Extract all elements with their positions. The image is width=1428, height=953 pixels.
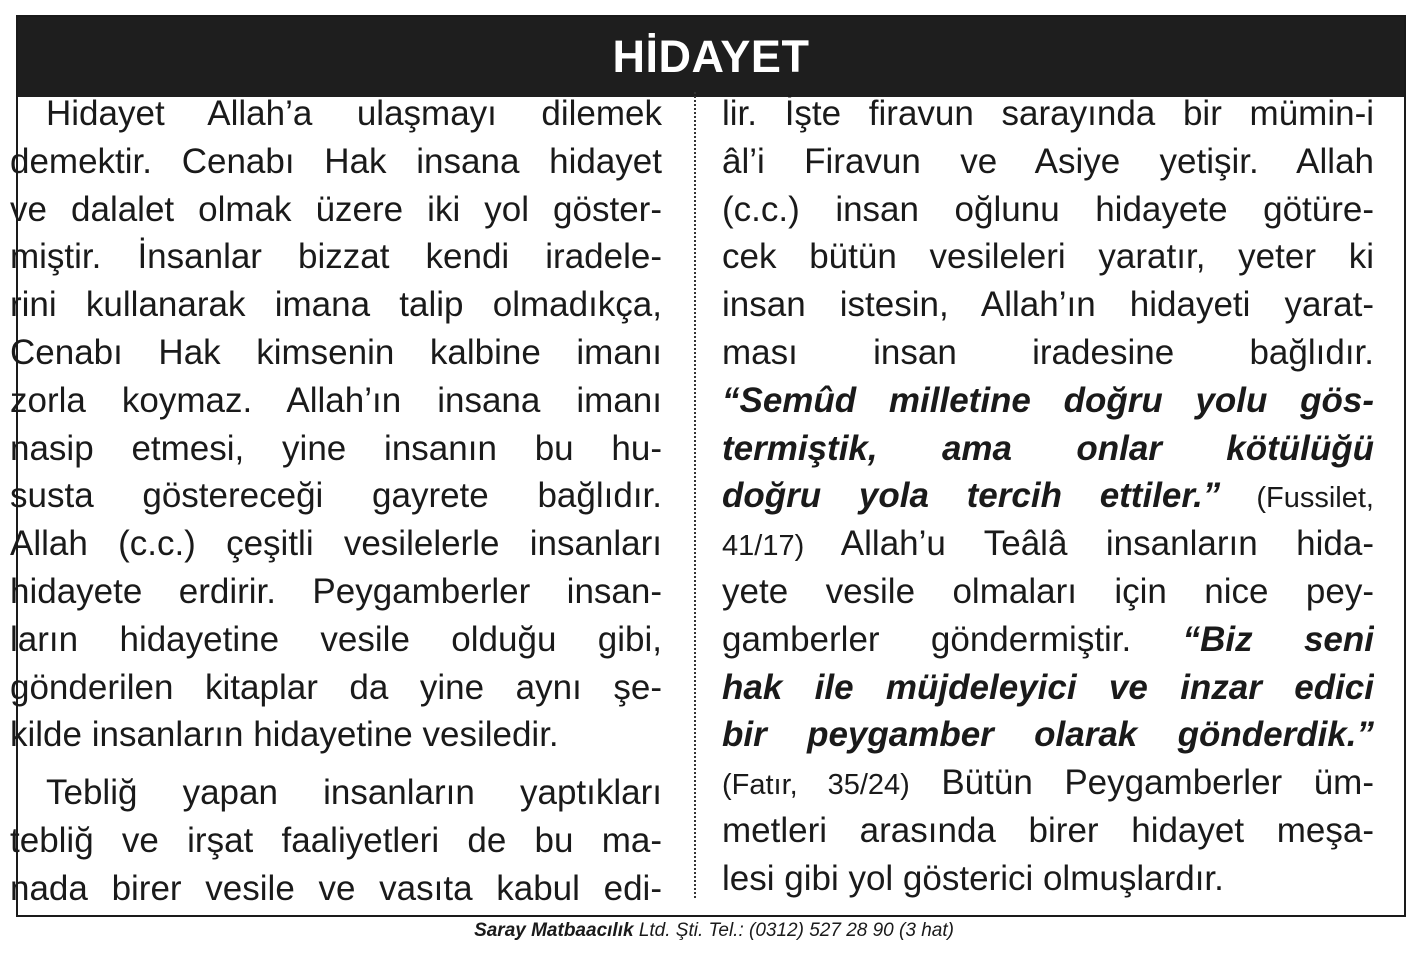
verse-reference: (Fussilet, — [1220, 482, 1374, 515]
text-line: kilde insanların hidayetine vesiledir. — [10, 715, 559, 755]
text-line — [722, 90, 1374, 138]
text-line — [722, 472, 1374, 520]
text-line: Cenabı Hak kimsenin kalbine imanı — [10, 332, 662, 372]
left-text-column — [10, 90, 662, 913]
text-line: nada birer vesile ve vasıta kabul edi- — [10, 868, 662, 908]
text-segment: gamberler göndermiştir. — [722, 619, 1183, 659]
text-segment: cek bütün vesileleri yaratır, yeter ki — [722, 237, 1374, 277]
column-divider — [694, 92, 696, 898]
text-line — [722, 329, 1374, 377]
text-line: hidayete erdirir. Peygamberler insan- — [10, 571, 662, 611]
quran-quote: hak ile müjdeleyici ve inzar edici — [722, 667, 1374, 707]
text-line: ların hidayetine vesile olduğu gibi, — [10, 619, 662, 659]
text-line: ve dalalet olmak üzere iki yol göster- — [10, 189, 662, 229]
footer-brand: Saray Matbaacılık — [474, 920, 634, 941]
page-title: HİDAYET — [18, 17, 1404, 97]
text-segment: (c.c.) insan oğlunu hidayete götüre- — [722, 189, 1374, 229]
text-segment: Bütün Peygamberler üm- — [909, 763, 1374, 803]
text-line — [722, 138, 1374, 186]
text-line — [722, 377, 1374, 425]
footer-contact: Ltd. Şti. Tel.: (0312) 527 28 90 (3 hat) — [633, 920, 954, 941]
text-line: demektir. Cenabı Hak insana hidayet — [10, 141, 662, 181]
quran-quote: “Semûd milletine doğru yolu gös- — [722, 380, 1374, 420]
quran-quote: termiştik, ama onlar kötülüğü — [722, 428, 1374, 468]
text-segment: yete vesile olmaları için nice pey- — [722, 571, 1374, 611]
text-line — [722, 855, 1374, 903]
verse-reference: 41/17) — [722, 530, 805, 563]
text-line — [722, 807, 1374, 855]
text-line: Hidayet Allah’a ulaşmayı dilemek — [46, 94, 662, 133]
text-line — [722, 186, 1374, 234]
text-line — [722, 233, 1374, 281]
paragraph-gap — [10, 759, 662, 769]
text-segment: metleri arasında birer hidayet meşa- — [722, 810, 1374, 850]
text-line: Allah (c.c.) çeşitli vesilelerle insanları — [10, 524, 662, 564]
quran-quote: “Biz seni — [1182, 619, 1374, 659]
text-line — [722, 759, 1374, 807]
right-text-column — [722, 90, 1374, 903]
verse-reference: (Fatır, 35/24) — [722, 769, 910, 802]
text-line: gönderilen kitaplar da yine aynı şe- — [10, 667, 662, 707]
text-segment: Allah’u Teâlâ insanların hida- — [804, 524, 1374, 564]
text-line: tebliğ ve irşat faaliyetleri de bu ma- — [10, 820, 662, 860]
text-line: susta göstereceği gayrete bağlıdır. — [10, 476, 662, 516]
text-segment: lesi gibi yol gösterici olmuşlardır. — [722, 858, 1224, 898]
text-segment: âl’i Firavun ve Asiye yetişir. Allah — [722, 141, 1374, 181]
text-line — [722, 520, 1374, 568]
text-line: Tebliğ yapan insanların yaptıkları — [46, 773, 662, 813]
text-line — [722, 616, 1374, 664]
quran-quote: doğru yola tercih ettiler.” — [722, 476, 1221, 516]
text-segment: lir. İşte firavun sarayında bir mümin-i — [722, 94, 1374, 133]
text-line — [722, 568, 1374, 616]
printer-footer — [0, 917, 1428, 945]
text-line — [722, 664, 1374, 712]
quran-quote: bir peygamber olarak gönderdik.” — [722, 715, 1374, 755]
text-line: rini kullanarak imana talip olmadıkça, — [10, 285, 662, 325]
text-segment: insan istesin, Allah’ın hidayeti yarat- — [722, 285, 1374, 325]
text-segment: ması insan iradesine bağlıdır. — [722, 332, 1374, 372]
text-line: miştir. İnsanlar bizzat kendi iradele- — [10, 237, 662, 277]
text-line — [722, 281, 1374, 329]
text-line: nasip etmesi, yine insanın bu hu- — [10, 428, 662, 468]
text-line — [722, 711, 1374, 759]
text-line: zorla koymaz. Allah’ın insana imanı — [10, 380, 662, 420]
text-line — [722, 425, 1374, 473]
